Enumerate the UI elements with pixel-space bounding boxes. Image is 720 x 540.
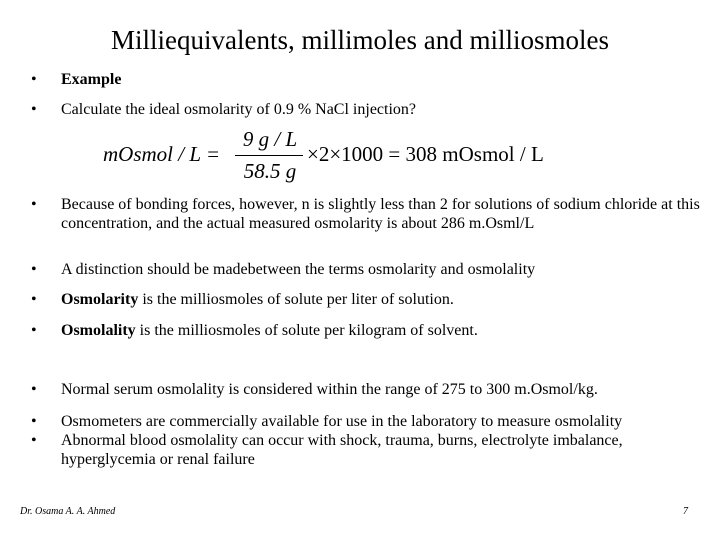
bullet-marker: •: [31, 261, 37, 278]
bullet-text: [61, 290, 701, 309]
bullet-marker: •: [31, 413, 37, 430]
bullet-body: Example: [61, 71, 122, 88]
bullet-text: [61, 380, 701, 399]
bullet-marker: •: [31, 291, 37, 308]
bullet-body: is the milliosmoles of solute per kilogram of solvent.: [135, 322, 478, 339]
bullet-marker: •: [31, 101, 37, 118]
page-number: 7: [683, 506, 688, 517]
bullet-body: Calculate the ideal osmolarity of 0.9 % NaCl injection?: [61, 101, 417, 118]
bullet-text: [61, 321, 701, 340]
osmolarity-formula: [103, 127, 573, 187]
bullet-body: Normal serum osmolality is considered within the range of 275 to 300 m.Osmol/kg.: [61, 381, 598, 398]
bullet-text: [61, 412, 701, 431]
bullet-body: A distinction should be madebetween the terms osmolarity and osmolality: [61, 261, 536, 278]
footer-author: Dr. Osama A. A. Ahmed: [20, 506, 116, 517]
formula-lhs: mOsmol / L =: [103, 142, 221, 166]
fraction-bar: [235, 155, 303, 156]
bullet-text: [61, 195, 701, 233]
bullet-bold: Osmolarity: [61, 291, 139, 308]
formula-numerator: [237, 127, 303, 152]
bullet-marker: •: [31, 432, 37, 449]
slide-title: Milliequivalents, millimoles and milliosmoles: [111, 25, 609, 55]
bullet-body: is the milliosmoles of solute per liter of solution.: [138, 291, 454, 308]
formula-denominator: [237, 159, 303, 184]
formula-numerator-text: 9 g / L: [242, 127, 298, 151]
bullet-body: Abnormal blood osmolality can occur with shock, trauma, burns, electrolyte imbalance, hyperglycemia or renal failure: [61, 432, 623, 468]
bullet-bold: Osmolality: [61, 322, 136, 339]
bullet-text: [61, 70, 701, 89]
bullet-marker: •: [31, 381, 37, 398]
bullet-body: Osmometers are commercially available for use in the laboratory to measure osmolality: [61, 413, 623, 430]
formula-denominator-text: 58.5 g: [243, 159, 297, 183]
bullet-marker: •: [31, 196, 37, 213]
bullet-text: [61, 260, 701, 279]
bullet-marker: •: [31, 71, 37, 88]
bullet-body: Because of bonding forces, however, n is slightly less than 2 for solutions of sodium chloride at this concentration, and the actual measured osmolarity is about 286 m.Osml/L: [61, 196, 700, 232]
bullet-text: [61, 431, 701, 469]
formula-rhs: ×2×1000 = 308 mOsmol / L: [307, 142, 544, 166]
bullet-marker: •: [31, 322, 37, 339]
bullet-text: [61, 100, 701, 119]
